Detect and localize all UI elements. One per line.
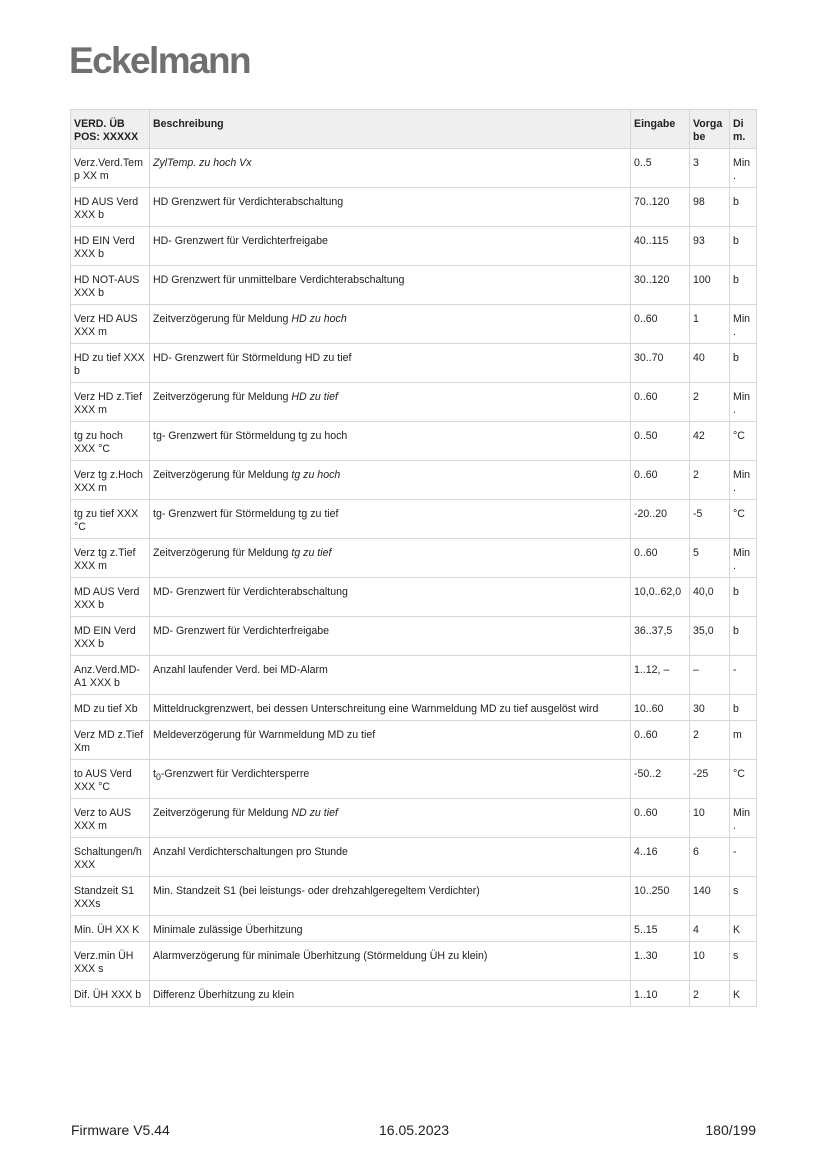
- cell-dimension: b: [730, 188, 757, 227]
- cell-pos: tg zu tief XXX °C: [71, 500, 150, 539]
- cell-input-range: 0..60: [631, 721, 690, 760]
- cell-input-range: 70..120: [631, 188, 690, 227]
- table-row: [71, 838, 757, 877]
- footer-page-number: 180/199: [705, 1122, 756, 1138]
- description-text: MD- Grenzwert für Verdichterfreigabe: [153, 625, 330, 637]
- description-emphasis: HD zu tief: [291, 391, 338, 403]
- cell-pos: Anz.Verd.MD-A1 XXX b: [71, 656, 150, 695]
- table-row: [71, 422, 757, 461]
- description-text: Min. Standzeit S1 (bei leistungs- oder drehzahlgeregeltem Verdichter): [153, 885, 480, 897]
- cell-input-range: -50..2: [631, 760, 690, 799]
- parameter-table: [70, 109, 757, 1007]
- description-text: Zeitverzögerung für Meldung: [153, 807, 292, 819]
- table-row: [71, 227, 757, 266]
- cell-dimension: °C: [730, 760, 757, 799]
- cell-default: 10: [690, 799, 730, 838]
- cell-default: 4: [690, 916, 730, 942]
- table-row: [71, 149, 757, 188]
- description-emphasis: ZylTemp. zu hoch Vx: [153, 157, 252, 169]
- cell-pos: Verz tg z.Tief XXX m: [71, 539, 150, 578]
- table-header-row: [71, 110, 757, 149]
- table-row: [71, 981, 757, 1007]
- cell-input-range: 36..37,5: [631, 617, 690, 656]
- cell-description: [150, 305, 631, 344]
- description-emphasis: tg zu hoch: [291, 469, 341, 481]
- cell-pos: MD AUS Verd XXX b: [71, 578, 150, 617]
- cell-dimension: -: [730, 838, 757, 877]
- description-text: tg- Grenzwert für Störmeldung tg zu hoch: [153, 430, 348, 442]
- description-text: Meldeverzögerung für Warnmeldung MD zu tief: [153, 729, 376, 741]
- cell-dimension: b: [730, 695, 757, 721]
- cell-input-range: 10..250: [631, 877, 690, 916]
- cell-pos: Verz.min ÜH XXX s: [71, 942, 150, 981]
- cell-input-range: 0..60: [631, 461, 690, 500]
- cell-pos: Verz HD z.Tief XXX m: [71, 383, 150, 422]
- description-text: HD- Grenzwert für Störmeldung HD zu tief: [153, 352, 352, 364]
- table-row: [71, 877, 757, 916]
- cell-dimension: °C: [730, 500, 757, 539]
- description-text: tg- Grenzwert für Störmeldung tg zu tief: [153, 508, 339, 520]
- table-row: [71, 942, 757, 981]
- cell-description: [150, 422, 631, 461]
- description-emphasis: tg zu tief: [291, 547, 332, 559]
- table-row: [71, 539, 757, 578]
- header-description: Beschreibung: [150, 110, 631, 149]
- table-row: [71, 383, 757, 422]
- cell-description: [150, 916, 631, 942]
- cell-dimension: °C: [730, 422, 757, 461]
- cell-description: [150, 344, 631, 383]
- cell-description: [150, 461, 631, 500]
- cell-description: [150, 617, 631, 656]
- cell-pos: Standzeit S1 XXXs: [71, 877, 150, 916]
- cell-dimension: K: [730, 916, 757, 942]
- cell-dimension: s: [730, 877, 757, 916]
- cell-pos: MD EIN Verd XXX b: [71, 617, 150, 656]
- cell-default: –: [690, 656, 730, 695]
- footer-date: 16.05.2023: [379, 1122, 450, 1138]
- cell-dimension: Min.: [730, 305, 757, 344]
- cell-description: [150, 877, 631, 916]
- cell-pos: HD NOT-AUS XXX b: [71, 266, 150, 305]
- table-row: [71, 344, 757, 383]
- cell-input-range: 1..10: [631, 981, 690, 1007]
- description-text: Zeitverzögerung für Meldung: [153, 313, 292, 325]
- description-text: Anzahl laufender Verd. bei MD-Alarm: [153, 664, 328, 676]
- header-input: Eingabe: [631, 110, 690, 149]
- cell-default: 2: [690, 721, 730, 760]
- cell-pos: Verz MD z.Tief Xm: [71, 721, 150, 760]
- cell-dimension: Min.: [730, 149, 757, 188]
- cell-description: [150, 188, 631, 227]
- cell-default: 42: [690, 422, 730, 461]
- cell-pos: Verz tg z.Hoch XXX m: [71, 461, 150, 500]
- description-text: Zeitverzögerung für Meldung: [153, 391, 292, 403]
- cell-input-range: 10..60: [631, 695, 690, 721]
- cell-description: [150, 942, 631, 981]
- description-text-suffix: -Grenzwert für Verdichtersperre: [160, 768, 310, 780]
- cell-input-range: 0..5: [631, 149, 690, 188]
- cell-description: [150, 149, 631, 188]
- cell-pos: to AUS Verd XXX °C: [71, 760, 150, 799]
- table-row: [71, 188, 757, 227]
- cell-default: 30: [690, 695, 730, 721]
- cell-pos: Min. ÜH XX K: [71, 916, 150, 942]
- cell-default: 98: [690, 188, 730, 227]
- cell-pos: HD AUS Verd XXX b: [71, 188, 150, 227]
- description-subscript: 0: [155, 772, 161, 783]
- cell-dimension: b: [730, 227, 757, 266]
- cell-input-range: 0..50: [631, 422, 690, 461]
- cell-description: [150, 721, 631, 760]
- cell-input-range: -20..20: [631, 500, 690, 539]
- cell-description: [150, 227, 631, 266]
- cell-input-range: 10,0..62,0: [631, 578, 690, 617]
- cell-dimension: K: [730, 981, 757, 1007]
- cell-description: [150, 799, 631, 838]
- cell-default: 1: [690, 305, 730, 344]
- cell-default: 35,0: [690, 617, 730, 656]
- cell-default: 2: [690, 981, 730, 1007]
- cell-default: 6: [690, 838, 730, 877]
- description-text: Minimale zulässige Überhitzung: [153, 924, 303, 936]
- cell-input-range: 0..60: [631, 539, 690, 578]
- cell-pos: HD EIN Verd XXX b: [71, 227, 150, 266]
- description-text: Zeitverzögerung für Meldung: [153, 469, 292, 481]
- description-text: HD Grenzwert für unmittelbare Verdichterabschaltung: [153, 274, 405, 286]
- cell-description: [150, 383, 631, 422]
- cell-description: [150, 656, 631, 695]
- description-text: HD Grenzwert für Verdichterabschaltung: [153, 196, 344, 208]
- cell-dimension: Min.: [730, 539, 757, 578]
- description-text: MD- Grenzwert für Verdichterabschaltung: [153, 586, 348, 598]
- cell-input-range: 30..70: [631, 344, 690, 383]
- cell-default: 3: [690, 149, 730, 188]
- cell-default: 93: [690, 227, 730, 266]
- cell-description: [150, 266, 631, 305]
- cell-dimension: Min.: [730, 383, 757, 422]
- cell-default: 40: [690, 344, 730, 383]
- header-pos: VERD. ÜB POS: XXXXX: [71, 110, 150, 149]
- description-text: Zeitverzögerung für Meldung: [153, 547, 292, 559]
- cell-description: [150, 695, 631, 721]
- cell-description: [150, 838, 631, 877]
- table-row: [71, 656, 757, 695]
- cell-default: 5: [690, 539, 730, 578]
- cell-dimension: m: [730, 721, 757, 760]
- table-row: [71, 617, 757, 656]
- cell-default: 2: [690, 383, 730, 422]
- table-row: [71, 305, 757, 344]
- cell-pos: Dif. ÜH XXX b: [71, 981, 150, 1007]
- cell-input-range: 1..12, –: [631, 656, 690, 695]
- table-body: [71, 149, 757, 1007]
- description-emphasis: ND zu tief: [291, 807, 338, 819]
- cell-dimension: s: [730, 942, 757, 981]
- cell-default: 2: [690, 461, 730, 500]
- cell-default: 140: [690, 877, 730, 916]
- table-row: [71, 266, 757, 305]
- cell-dimension: b: [730, 617, 757, 656]
- description-text: Anzahl Verdichterschaltungen pro Stunde: [153, 846, 348, 858]
- cell-description: [150, 500, 631, 539]
- cell-pos: Verz HD AUS XXX m: [71, 305, 150, 344]
- cell-input-range: 0..60: [631, 305, 690, 344]
- header-default: Vorgabe: [690, 110, 730, 149]
- table-row: [71, 721, 757, 760]
- table-row: [71, 695, 757, 721]
- cell-default: 40,0: [690, 578, 730, 617]
- description-emphasis: HD zu hoch: [291, 313, 347, 325]
- cell-pos: HD zu tief XXX b: [71, 344, 150, 383]
- description-text: Mitteldruckgrenzwert, bei dessen Unterschreitung eine Warnmeldung MD zu tief ausgelöst wird: [153, 703, 599, 715]
- description-text: HD- Grenzwert für Verdichterfreigabe: [153, 235, 328, 247]
- cell-description: [150, 539, 631, 578]
- table-row: [71, 799, 757, 838]
- cell-description: [150, 760, 631, 799]
- cell-default: 10: [690, 942, 730, 981]
- table-row: [71, 916, 757, 942]
- header-dimension: Dim.: [730, 110, 757, 149]
- cell-default: -5: [690, 500, 730, 539]
- cell-dimension: b: [730, 266, 757, 305]
- cell-pos: Verz.Verd.Temp XX m: [71, 149, 150, 188]
- table-row: [71, 500, 757, 539]
- cell-description: [150, 981, 631, 1007]
- description-text: Alarmverzögerung für minimale Überhitzung (Störmeldung ÜH zu klein): [153, 950, 488, 962]
- cell-input-range: 4..16: [631, 838, 690, 877]
- cell-pos: MD zu tief Xb: [71, 695, 150, 721]
- cell-input-range: 30..120: [631, 266, 690, 305]
- description-text: Differenz Überhitzung zu klein: [153, 989, 295, 1001]
- cell-dimension: Min.: [730, 799, 757, 838]
- cell-default: 100: [690, 266, 730, 305]
- table-row: [71, 760, 757, 799]
- cell-pos: Schaltungen/h XXX: [71, 838, 150, 877]
- cell-default: -25: [690, 760, 730, 799]
- cell-input-range: 5..15: [631, 916, 690, 942]
- footer-firmware: Firmware V5.44: [71, 1122, 170, 1138]
- cell-dimension: b: [730, 578, 757, 617]
- table-row: [71, 578, 757, 617]
- cell-input-range: 40..115: [631, 227, 690, 266]
- cell-dimension: Min.: [730, 461, 757, 500]
- cell-pos: tg zu hoch XXX °C: [71, 422, 150, 461]
- company-logo: Eckelmann: [69, 40, 250, 81]
- table-row: [71, 461, 757, 500]
- cell-dimension: -: [730, 656, 757, 695]
- cell-description: [150, 578, 631, 617]
- cell-dimension: b: [730, 344, 757, 383]
- cell-input-range: 0..60: [631, 799, 690, 838]
- cell-input-range: 0..60: [631, 383, 690, 422]
- cell-input-range: 1..30: [631, 942, 690, 981]
- cell-pos: Verz to AUS XXX m: [71, 799, 150, 838]
- description-text: t: [153, 768, 156, 780]
